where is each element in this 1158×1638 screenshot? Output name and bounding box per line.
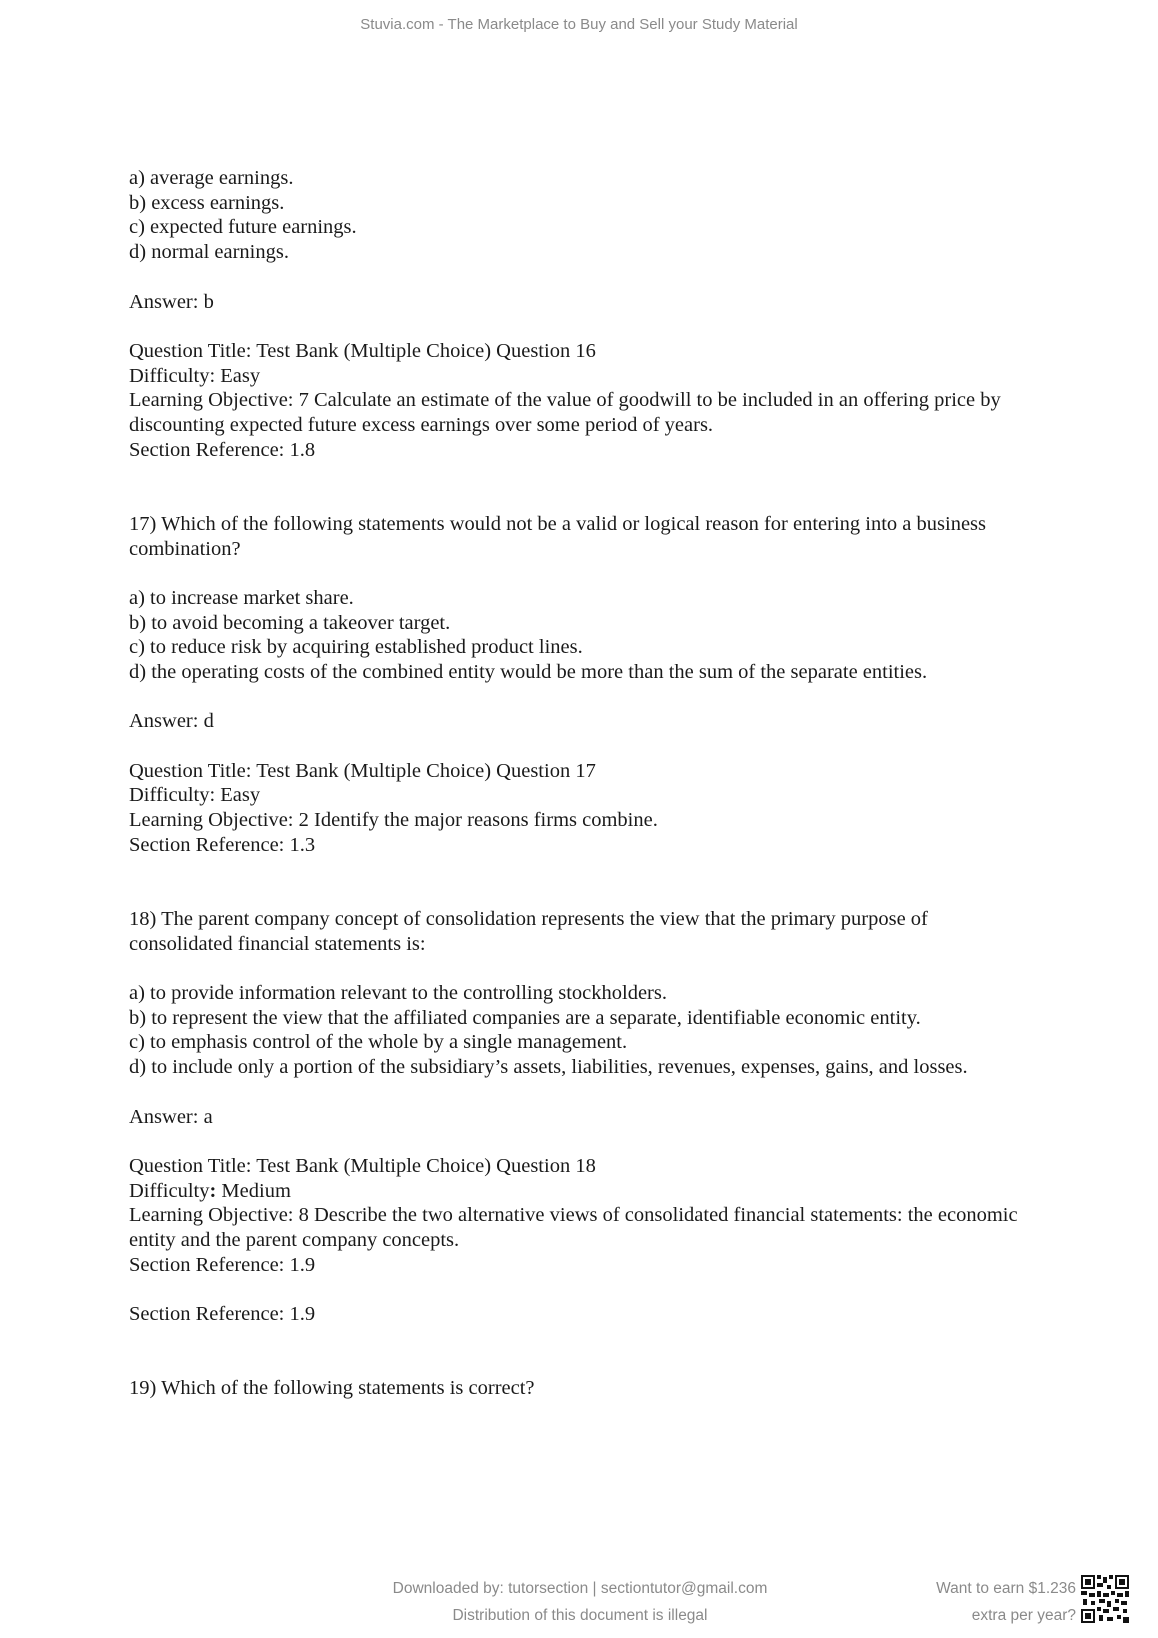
q16-option-b: b) excess earnings. bbox=[129, 191, 285, 214]
q18-option-c: c) to emphasis control of the whole by a single management. bbox=[129, 1031, 628, 1054]
q17-option-c: c) to reduce risk by acquiring established product lines. bbox=[129, 636, 583, 659]
q17-question-line2: combination? bbox=[129, 537, 241, 560]
q18-difficulty-label: Difficulty bbox=[129, 1179, 210, 1202]
q18-option-b: b) to represent the view that the affiliated companies are a separate, identifiable economic entity. bbox=[129, 1006, 921, 1029]
q18-section: Section Reference: 1.9 bbox=[129, 1253, 316, 1276]
q16-section: Section Reference: 1.8 bbox=[129, 438, 316, 461]
qr-code-icon[interactable] bbox=[1081, 1575, 1129, 1623]
q18-question-line2: consolidated financial statements is: bbox=[129, 932, 426, 955]
document-body bbox=[129, 166, 1069, 1401]
q18-difficulty-value: Medium bbox=[216, 1179, 291, 1202]
site-header: Stuvia.com - The Marketplace to Buy and Sell your Study Material bbox=[360, 16, 798, 33]
q17-option-b: b) to avoid becoming a takeover target. bbox=[129, 611, 451, 634]
q18-title: Question Title: Test Bank (Multiple Choice) Question 18 bbox=[129, 1154, 596, 1177]
q16-option-d: d) normal earnings. bbox=[129, 241, 289, 264]
q16-objective-line2: discounting expected future excess earnings over some period of years. bbox=[129, 414, 714, 436]
q17-section: Section Reference: 1.3 bbox=[129, 833, 316, 856]
q17-question-line1: 17) Which of the following statements would not be a valid or logical reason for entering into a business bbox=[129, 512, 987, 535]
q18-option-a: a) to provide information relevant to the controlling stockholders. bbox=[129, 982, 667, 1005]
footer-earn-promo[interactable] bbox=[876, 1575, 1076, 1629]
q18-objective-line1: Learning Objective: 8 Describe the two alternative views of consolidated financial statements: the economic bbox=[129, 1204, 1018, 1227]
q18-question-line1: 18) The parent company concept of consolidation represents the view that the primary purpose of bbox=[129, 907, 928, 930]
q16-answer: Answer: b bbox=[129, 290, 214, 313]
q18-section-repeat: Section Reference: 1.9 bbox=[129, 1303, 316, 1326]
footer-download-info bbox=[330, 1575, 830, 1629]
q18-option-d: d) to include only a portion of the subsidiary’s assets, liabilities, revenues, expenses, gains, and losses. bbox=[129, 1056, 968, 1079]
q16-option-c: c) expected future earnings. bbox=[129, 216, 357, 239]
q18-answer: Answer: a bbox=[129, 1105, 213, 1128]
q17-option-a: a) to increase market share. bbox=[129, 586, 354, 609]
q17-difficulty: Difficulty: Easy bbox=[129, 784, 261, 807]
footer-earn-line1: Want to earn $1.236 bbox=[936, 1580, 1076, 1597]
q17-title: Question Title: Test Bank (Multiple Choice) Question 17 bbox=[129, 759, 596, 782]
q19-question: 19) Which of the following statements is correct? bbox=[129, 1377, 535, 1400]
q18-difficulty bbox=[129, 1179, 1069, 1204]
q18-objective-line2: entity and the parent company concepts. bbox=[129, 1229, 460, 1252]
footer-earn-line2: extra per year? bbox=[971, 1607, 1076, 1624]
q17-objective: Learning Objective: 2 Identify the major reasons firms combine. bbox=[129, 809, 658, 832]
q16-objective-line1: Learning Objective: 7 Calculate an estimate of the value of goodwill to be included in an offering price by bbox=[129, 389, 1001, 412]
footer-downloaded-by: Downloaded by: tutorsection | sectiontutor@gmail.com bbox=[392, 1580, 768, 1597]
q16-title: Question Title: Test Bank (Multiple Choice) Question 16 bbox=[129, 339, 596, 362]
footer-distribution-notice: Distribution of this document is illegal bbox=[452, 1607, 708, 1624]
q18-difficulty-colon: : bbox=[209, 1179, 217, 1202]
q17-answer: Answer: d bbox=[129, 710, 214, 733]
q16-difficulty: Difficulty: Easy bbox=[129, 364, 261, 387]
q16-option-a: a) average earnings. bbox=[129, 167, 294, 189]
q17-option-d: d) the operating costs of the combined entity would be more than the sum of the separate entities. bbox=[129, 661, 928, 683]
